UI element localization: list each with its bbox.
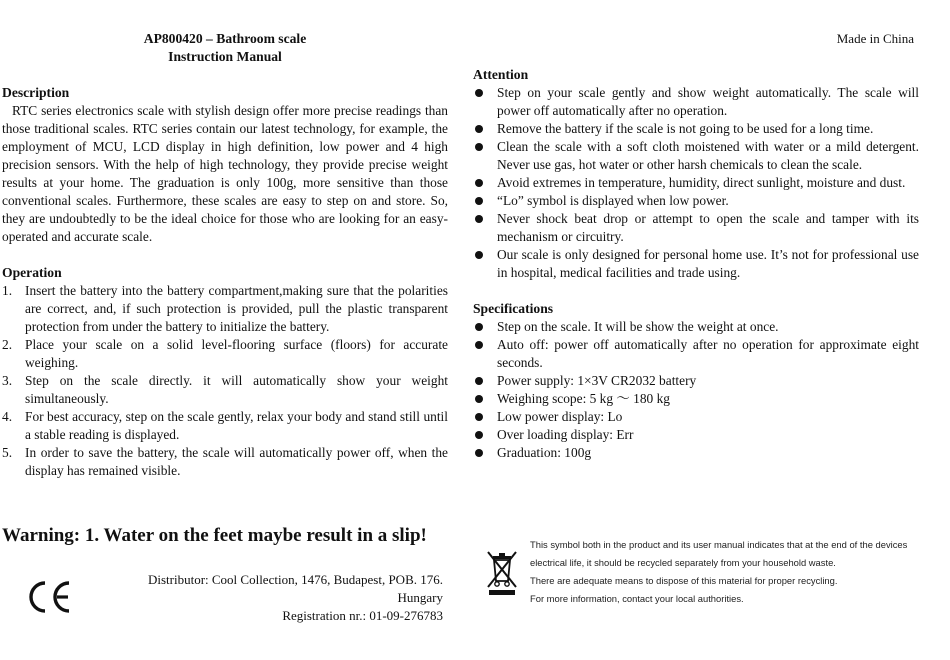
bullet-dot-icon [475, 143, 483, 151]
list-item: Auto off: power off automatically after no operation for approximate eight seconds. [473, 336, 919, 372]
weee-notice [530, 536, 940, 608]
warning-text: Warning: 1. Water on the feet maybe result in a slip! [2, 525, 427, 546]
list-item: “Lo” symbol is displayed when low power. [473, 192, 919, 210]
bullet-dot-icon [475, 449, 483, 457]
list-item: Clean the scale with a soft cloth moistened with water or a mild detergent. Never use gas, hot water or other harsh chemicals to clean the scale. [473, 138, 919, 174]
list-item: 1. Insert the battery into the battery compartment,making sure that the polarities are correct, and, if such protection is provided, pull the plastic transparent protection from under the battery to initialize the battery. [2, 283, 448, 334]
specifications-section [473, 300, 919, 462]
document-header [0, 30, 450, 66]
distributor-line: Distributor: Cool Collection, 1476, Budapest, POB. 176. Hungary [147, 572, 443, 605]
bullet-dot-icon [475, 323, 483, 331]
bullet-dot-icon [475, 377, 483, 385]
attention-section [473, 66, 919, 282]
bullet-dot-icon [475, 413, 483, 421]
list-item: Low power display: Lo [473, 408, 919, 426]
bullet-dot-icon [475, 341, 483, 349]
document-title: AP800420 – Bathroom scale [143, 31, 307, 46]
bullet-dot-icon [475, 431, 483, 439]
operation-heading: Operation [2, 265, 62, 280]
specifications-heading: Specifications [473, 301, 554, 316]
document-subtitle: Instruction Manual [168, 49, 282, 64]
weee-line: For more information, contact your local authorities. [530, 593, 744, 604]
attention-list [473, 84, 919, 282]
list-item: Never shock beat drop or attempt to open the scale and tamper with its mechanism or circuitry. [473, 210, 919, 246]
list-item: Step on your scale gently and show weight automatically. The scale will power off automatically after no operation. [473, 84, 919, 120]
crossed-bin-icon [486, 548, 518, 596]
made-in-label: Made in China [836, 31, 914, 46]
bullet-dot-icon [475, 395, 483, 403]
weee-line: electrical life, it should be recycled separately from your household waste. [530, 557, 836, 568]
bullet-dot-icon [475, 125, 483, 133]
description-text: RTC series electronics scale with stylish design offer more precise readings than those traditional scales. RTC series contain our latest technology, for example, the employment of MCU, LCD display in high definition, low power and 4 high precision sensors. With the help of high technology, they provide precise weight results at your home. The graduation is only 100g, more sensitive than those conventional scales. Furthermore, these scales are easy to step on and store. So, they are undoubtedly to be the ideal choice for those who are looking for an easy-operated and accurate scale. [2, 103, 448, 244]
list-item: Avoid extremes in temperature, humidity, direct sunlight, moisture and dust. [473, 174, 919, 192]
list-item: Over loading display: Err [473, 426, 919, 444]
description-heading: Description [2, 85, 70, 100]
operation-list [2, 282, 448, 480]
registration-line: Registration nr.: 01-09-276783 [282, 608, 443, 623]
bullet-dot-icon [475, 89, 483, 97]
weee-line: There are adequate means to dispose of this material for proper recycling. [530, 575, 838, 586]
list-item: Power supply: 1×3V CR2032 battery [473, 372, 919, 390]
list-item: Remove the battery if the scale is not going to be used for a long time. [473, 120, 919, 138]
specifications-list [473, 318, 919, 462]
list-item: 2. Place your scale on a solid level-flooring surface (floors) for accurate weighing. [2, 337, 448, 370]
list-item: Graduation: 100g [473, 444, 919, 462]
bullet-dot-icon [475, 251, 483, 259]
attention-heading: Attention [473, 67, 529, 82]
operation-section [2, 264, 448, 480]
bullet-dot-icon [475, 179, 483, 187]
weee-line: This symbol both in the product and its user manual indicates that at the end of the devices [530, 539, 908, 550]
list-item: 4. For best accuracy, step on the scale gently, relax your body and stand still until a stable reading is displayed. [2, 409, 448, 442]
list-item: 5. In order to save the battery, the scale will automatically power off, when the display has remained visible. [2, 445, 448, 478]
ce-mark-icon [24, 580, 72, 614]
bullet-dot-icon [475, 197, 483, 205]
distributor-info [100, 571, 443, 625]
list-item: Step on the scale. It will be show the weight at once. [473, 318, 919, 336]
list-item: Weighing scope: 5 kg ～ 180 kg [473, 390, 919, 408]
list-item: 3. Step on the scale directly. it will automatically show your weight simultaneously. [2, 373, 448, 406]
list-item: Our scale is only designed for personal home use. It’s not for professional use in hospital, medical facilities and trade using. [473, 246, 919, 282]
description-section [2, 84, 448, 246]
bullet-dot-icon [475, 215, 483, 223]
